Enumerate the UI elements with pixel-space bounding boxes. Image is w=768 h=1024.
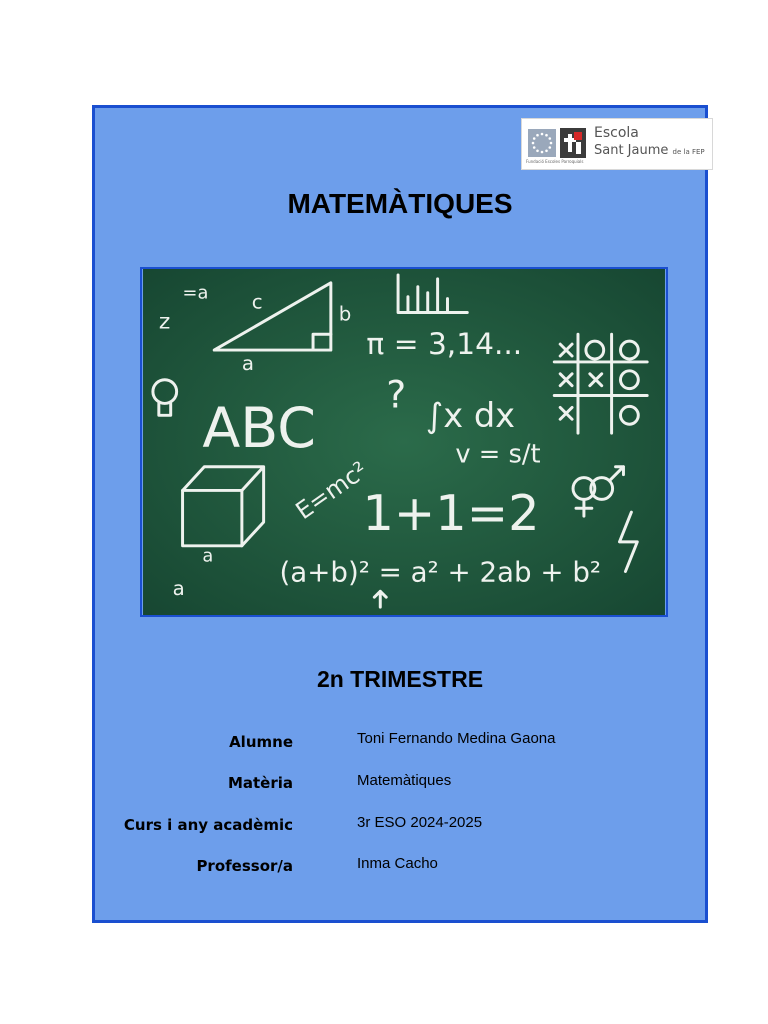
logo-text-line1: Escola xyxy=(594,125,639,141)
eu-emblem-icon xyxy=(528,129,556,157)
info-label: Matèria xyxy=(227,774,293,792)
logo-school-name: Sant Jaume xyxy=(594,143,669,158)
info-value: Matemàtiques xyxy=(357,772,452,789)
student-info-row xyxy=(95,772,705,796)
school-logo xyxy=(521,118,713,170)
page-title: MATEMÀTIQUES xyxy=(287,188,513,219)
chalk-velocity: v = s/t xyxy=(455,439,541,470)
info-label: Alumne xyxy=(229,733,293,751)
svg-text:b: b xyxy=(338,302,352,326)
svg-text:?: ? xyxy=(386,372,407,417)
svg-text:z: z xyxy=(158,309,171,335)
info-label: Professor/a xyxy=(196,857,293,875)
fep-emblem-icon xyxy=(560,128,586,158)
svg-text:c: c xyxy=(251,290,263,314)
info-value: Inma Cacho xyxy=(357,855,438,872)
info-label: Curs i any acadèmic xyxy=(123,816,293,834)
svg-text:a: a xyxy=(241,351,254,375)
chalk-integral: ∫x dx xyxy=(425,396,516,436)
chalk-binomial: (a+b)² = a² + 2ab + b² xyxy=(279,555,602,589)
chalkboard-illustration xyxy=(140,267,668,617)
logo-text-line2 xyxy=(594,143,705,158)
student-info-row xyxy=(95,730,705,754)
chalkboard-image xyxy=(142,269,666,615)
student-info-row xyxy=(95,855,705,879)
chalk-pi: π = 3,14... xyxy=(366,326,523,362)
chalk-abc: ABC xyxy=(202,396,316,461)
logo-foundation-text: Fundació Escoles Parroquials xyxy=(526,159,584,164)
term-subtitle: 2n TRIMESTRE xyxy=(316,666,484,692)
svg-text:=a: =a xyxy=(182,282,209,304)
chalk-emc2: E=mc² xyxy=(290,455,373,526)
cover-page xyxy=(92,105,708,923)
student-info-row xyxy=(95,814,705,838)
info-value: Toni Fernando Medina Gaona xyxy=(357,730,556,747)
svg-text:a: a xyxy=(202,545,214,567)
chalk-sum: 1+1=2 xyxy=(362,483,540,542)
logo-suffix: de la FEP xyxy=(672,148,705,156)
svg-text:a: a xyxy=(172,577,185,601)
info-value: 3r ESO 2024-2025 xyxy=(357,814,483,831)
